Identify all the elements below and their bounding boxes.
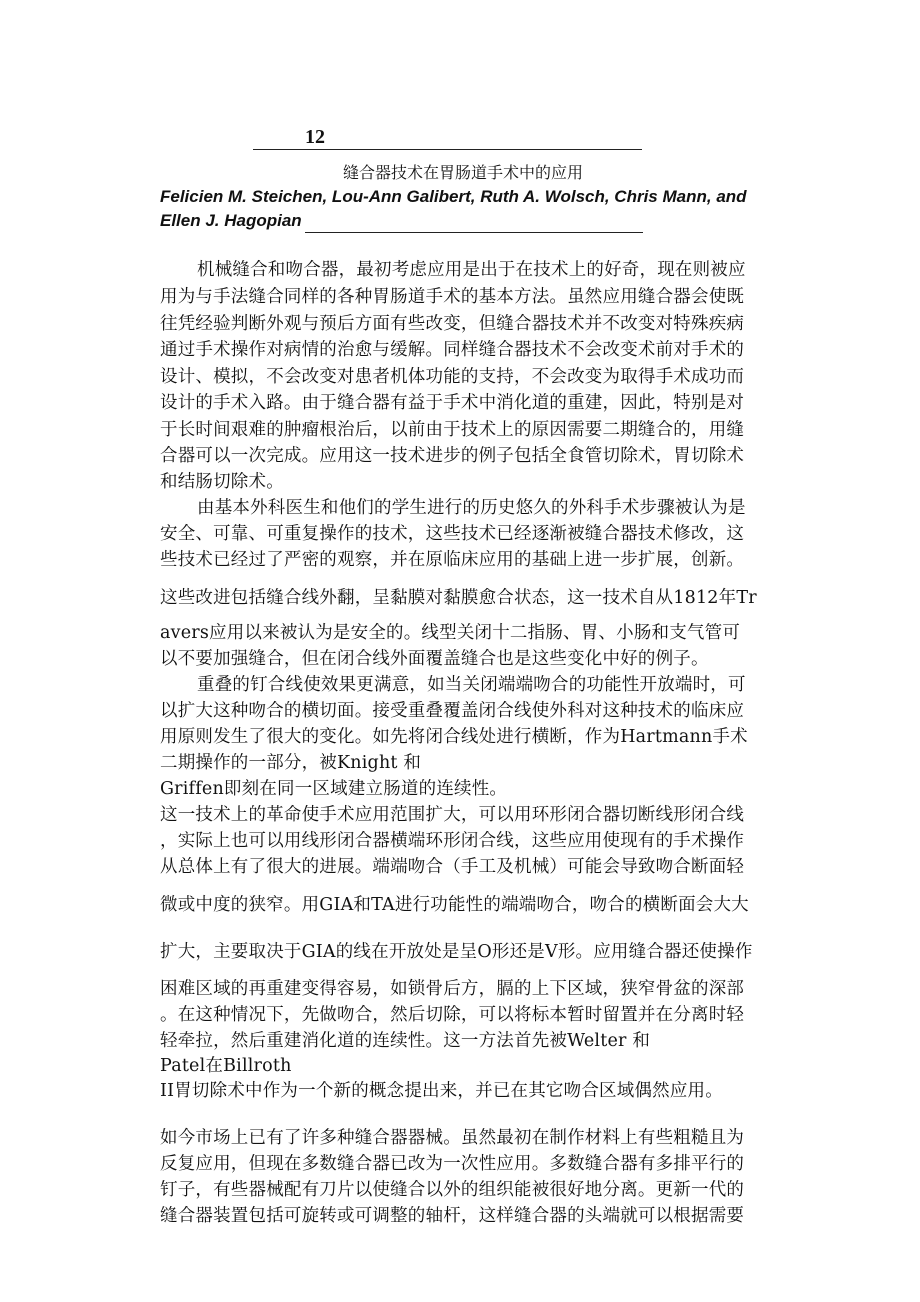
body-line: 和结肠切除术。 [160,472,284,492]
body-line: 合器可以一次完成。应用这一技术进步的例子包括全食管切除术，胃切除术 [160,446,745,466]
body-line: 以扩大这种吻合的横切面。接受重叠覆盖闭合线使外科对这种技术的临床应 [160,701,745,721]
body-line: 缝合器装置包括可旋转或可调整的轴杆，这样缝合器的头端就可以根据需要 [160,1206,745,1226]
body-line: 二期操作的一部分，被Knight 和 [160,753,422,773]
body-line: avers应用以来被认为是安全的。线型关闭十二指肠、胃、小肠和支气管可 [160,623,741,643]
body-line: 这些改进包括缝合线外翻，呈黏膜对黏膜愈合状态，这一技术自从1812年Tr [160,588,757,608]
body-line: 如今市场上已有了许多种缝合器器械。虽然最初在制作材料上有些粗糙且为 [160,1128,745,1148]
chapter-title: 缝合器技术在胃肠道手术中的应用 [342,163,583,182]
body-line: 轻牵拉，然后重建消化道的连续性。这一方法首先被Welter 和 [160,1031,651,1051]
body-line: II胃切除术中作为一个新的概念提出来，并已在其它吻合区域偶然应用。 [160,1081,723,1101]
body-line: 用为与手法缝合同样的各种胃肠道手术的基本方法。虽然应用缝合器会使既 [160,287,745,307]
body-line: 些技术已经过了严密的观察，并在原临床应用的基础上进一步扩展，创新。 [160,550,745,570]
body-line: Patel在Billroth [160,1056,292,1076]
body-line: 用原则发生了很大的变化。如先将闭合线处进行横断，作为Hartmann手术 [160,727,748,747]
chapter-number: 12 [305,126,325,148]
body-line: 微或中度的狭窄。用GIA和TA进行功能性的端端吻合，吻合的横断面会大大 [160,895,749,915]
author-rule [305,232,643,233]
body-line: 由基本外科医生和他们的学生进行的历史悠久的外科手术步骤被认为是 [197,498,746,518]
body-line: 困难区域的再重建变得容易，如锁骨后方，膈的上下区域，狭窄骨盆的深部 [160,979,745,999]
body-line: 。在这种情况下，先做吻合，然后切除，可以将标本暂时留置并在分离时轻 [160,1005,745,1025]
body-line: ，实际上也可以用线形闭合器横端环形闭合线，这些应用使现有的手术操作 [160,831,745,851]
body-line: 以不要加强缝合，但在闭合线外面覆盖缝合也是这些变化中好的例子。 [160,649,709,669]
body-line: 设计、模拟，不会改变对患者机体功能的支持，不会改变为取得手术成功而 [160,367,745,387]
body-line: 机械缝合和吻合器，最初考虑应用是出于在技术上的好奇，现在则被应 [197,260,746,280]
body-line: 重叠的钉合线使效果更满意，如当关闭端端吻合的功能性开放端时，可 [197,675,746,695]
body-line: Griffen即刻在同一区域建立肠道的连续性。 [160,779,508,799]
body-line: 于长时间艰难的肿瘤根治后，以前由于技术上的原因需要二期缝合的，用缝 [160,420,745,440]
body-line: 扩大，主要取决于GIA的线在开放处是呈O形还是V形。应用缝合器还使操作 [160,942,753,962]
body-line: 这一技术上的革命使手术应用范围扩大，可以用环形闭合器切断线形闭合线 [160,805,745,825]
body-line: 反复应用，但现在多数缝合器已改为一次性应用。多数缝合器有多排平行的 [160,1154,745,1174]
body-line: 从总体上有了很大的进展。端端吻合（手工及机械）可能会导致吻合断面轻 [160,857,745,877]
body-line: 往凭经验判断外观与预后方面有些改变，但缝合器技术并不改变对特殊疾病 [160,314,745,334]
body-line: 设计的手术入路。由于缝合器有益于手术中消化道的重建，因此，特别是对 [160,393,745,413]
authors-line-1: Felicien M. Steichen, Lou-Ann Galibert, Ruth A. Wolsch, Chris Mann, and [160,187,747,206]
header-rule [253,149,642,150]
body-line: 钉子，有些器械配有刀片以使缝合以外的组织能被很好地分离。更新一代的 [160,1180,745,1200]
body-line: 安全、可靠、可重复操作的技术，这些技术已经逐渐被缝合器技术修改，这 [160,524,745,544]
body-line: 通过手术操作对病情的治愈与缓解。同样缝合器技术不会改变术前对手术的 [160,340,745,360]
authors-line-2: Ellen J. Hagopian [160,211,302,230]
